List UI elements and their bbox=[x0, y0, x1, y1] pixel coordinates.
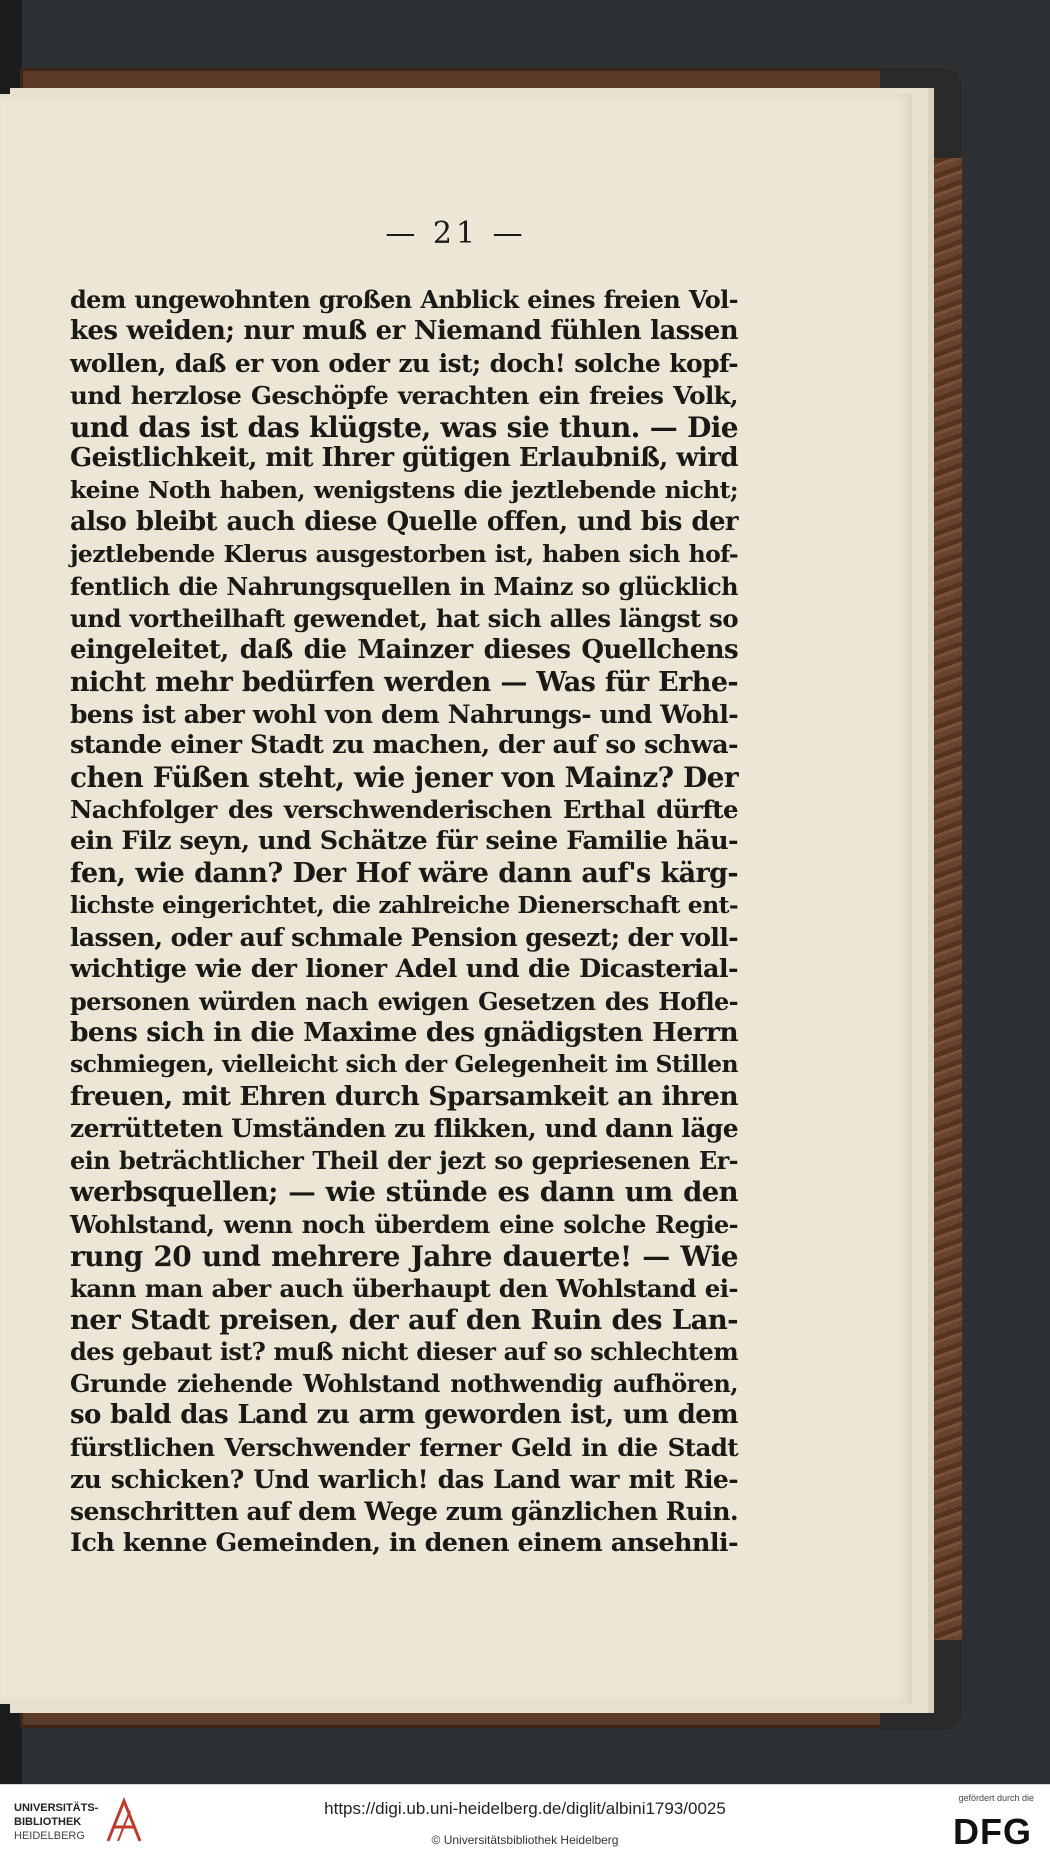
book-page bbox=[0, 94, 912, 1704]
text-line: fürstlichen Verschwender ferner Geld in die Stadt bbox=[70, 1433, 738, 1463]
text-line: zu schicken? Und warlich! das Land war mit Rie- bbox=[70, 1464, 738, 1494]
text-line: schmiegen, vielleicht sich der Gelegenheit im Stillen bbox=[70, 1050, 738, 1079]
text-line: nicht mehr bedürfen werden — Was für Erhe- bbox=[70, 666, 738, 698]
text-line: rung 20 und mehrere Jahre dauerte! — Wie bbox=[70, 1239, 738, 1273]
text-line: wichtige wie der lioner Adel und die Dicasterial- bbox=[70, 953, 738, 984]
text-line: fen, wie dann? Der Hof wäre dann auf's kärg- bbox=[70, 858, 738, 890]
funded-by-text: gefördert durch die bbox=[958, 1793, 1034, 1803]
text-line: Wohlstand, wenn noch überdem eine solche Regie- bbox=[70, 1209, 738, 1239]
text-line: so bald das Land zu arm geworden ist, um dem bbox=[70, 1400, 738, 1431]
logo-line-2: BIBLIOTHEK bbox=[14, 1816, 82, 1828]
text-line: bens sich in die Maxime des gnädigsten Herrn bbox=[70, 1017, 738, 1049]
text-line: und das ist das klügste, was sie thun. — Die bbox=[70, 410, 738, 444]
page-text bbox=[70, 284, 738, 1560]
logo-line-1: UNIVERSITÄTS- bbox=[14, 1802, 99, 1814]
page-url-link[interactable]: https://digi.ub.uni-heidelberg.de/diglit/albini1793/0025 bbox=[324, 1799, 726, 1818]
text-line: Geistlichkeit, mit Ihrer gütigen Erlaubniß, wird bbox=[70, 443, 738, 474]
text-line: eingeleitet, daß die Mainzer dieses Quellchens bbox=[70, 634, 738, 665]
text-line: senschritten auf dem Wege zum gänzlichen Ruin. bbox=[70, 1496, 738, 1526]
viewer-footer bbox=[0, 1784, 1050, 1862]
text-line: und vortheilhaft gewendet, hat sich alles längst so bbox=[70, 603, 738, 633]
text-line: und herzlose Geschöpfe verachten ein freies Volk, bbox=[70, 380, 738, 410]
text-line: ein Filz seyn, und Schätze für seine Familie häu- bbox=[70, 826, 738, 857]
dfg-logo[interactable]: DFG bbox=[953, 1811, 1032, 1852]
text-line: chen Füßen steht, wie jener von Mainz? Der bbox=[70, 761, 738, 795]
text-line: also bleibt auch diese Quelle offen, und bis der bbox=[70, 507, 738, 538]
text-line: werbsquellen; — wie stünde es dann um den bbox=[70, 1175, 738, 1208]
page-number: — 21 — bbox=[385, 216, 527, 251]
text-line: kann man aber auch überhaupt den Wohlstand ei- bbox=[70, 1273, 738, 1303]
text-line: dem ungewohnten großen Anblick eines freien Vol- bbox=[70, 285, 738, 314]
text-line: Grunde ziehende Wohlstand nothwendig aufhören, bbox=[70, 1369, 738, 1399]
text-line: fentlich die Nahrungsquellen in Mainz so glücklich bbox=[70, 572, 738, 602]
text-line: personen würden nach ewigen Gesetzen des Hofle- bbox=[70, 986, 738, 1016]
text-line: ner Stadt preisen, der auf den Ruin des Lan- bbox=[70, 1303, 738, 1336]
text-line: kes weiden; nur muß er Niemand fühlen lassen bbox=[70, 315, 738, 346]
text-line: freuen, mit Ehren durch Sparsamkeit an ihren bbox=[70, 1081, 738, 1113]
text-line: ein beträchtlicher Theil der jezt so gepriesenen Er- bbox=[70, 1146, 738, 1176]
text-line: des gebaut ist? muß nicht dieser auf so schlechtem bbox=[70, 1337, 738, 1367]
text-line: Ich kenne Gemeinden, in denen einem ansehnli- bbox=[70, 1527, 738, 1558]
logo-line-3: HEIDELBERG bbox=[14, 1830, 85, 1842]
text-line: lassen, oder auf schmale Pension gesezt; der voll- bbox=[70, 922, 738, 952]
text-line: stande einer Stadt zu machen, der auf so schwa- bbox=[70, 730, 738, 761]
text-line: Nachfolger des verschwenderischen Erthal dürfte bbox=[70, 795, 738, 825]
text-line: keine Noth haben, wenigstens die jeztlebende nicht; bbox=[70, 476, 738, 505]
text-line: jeztlebende Klerus ausgestorben ist, haben sich hof- bbox=[70, 540, 738, 569]
text-line: zerrütteten Umständen zu flikken, und dann läge bbox=[70, 1114, 738, 1144]
text-line: bens ist aber wohl von dem Nahrungs- und Wohl- bbox=[70, 699, 738, 729]
copyright-text: © Universitätsbibliothek Heidelberg bbox=[431, 1833, 619, 1847]
text-line: lichste eingerichtet, die zahlreiche Dienerschaft ent- bbox=[70, 890, 738, 919]
text-line: wollen, daß er von oder zu ist; doch! solche kopf- bbox=[70, 348, 738, 378]
